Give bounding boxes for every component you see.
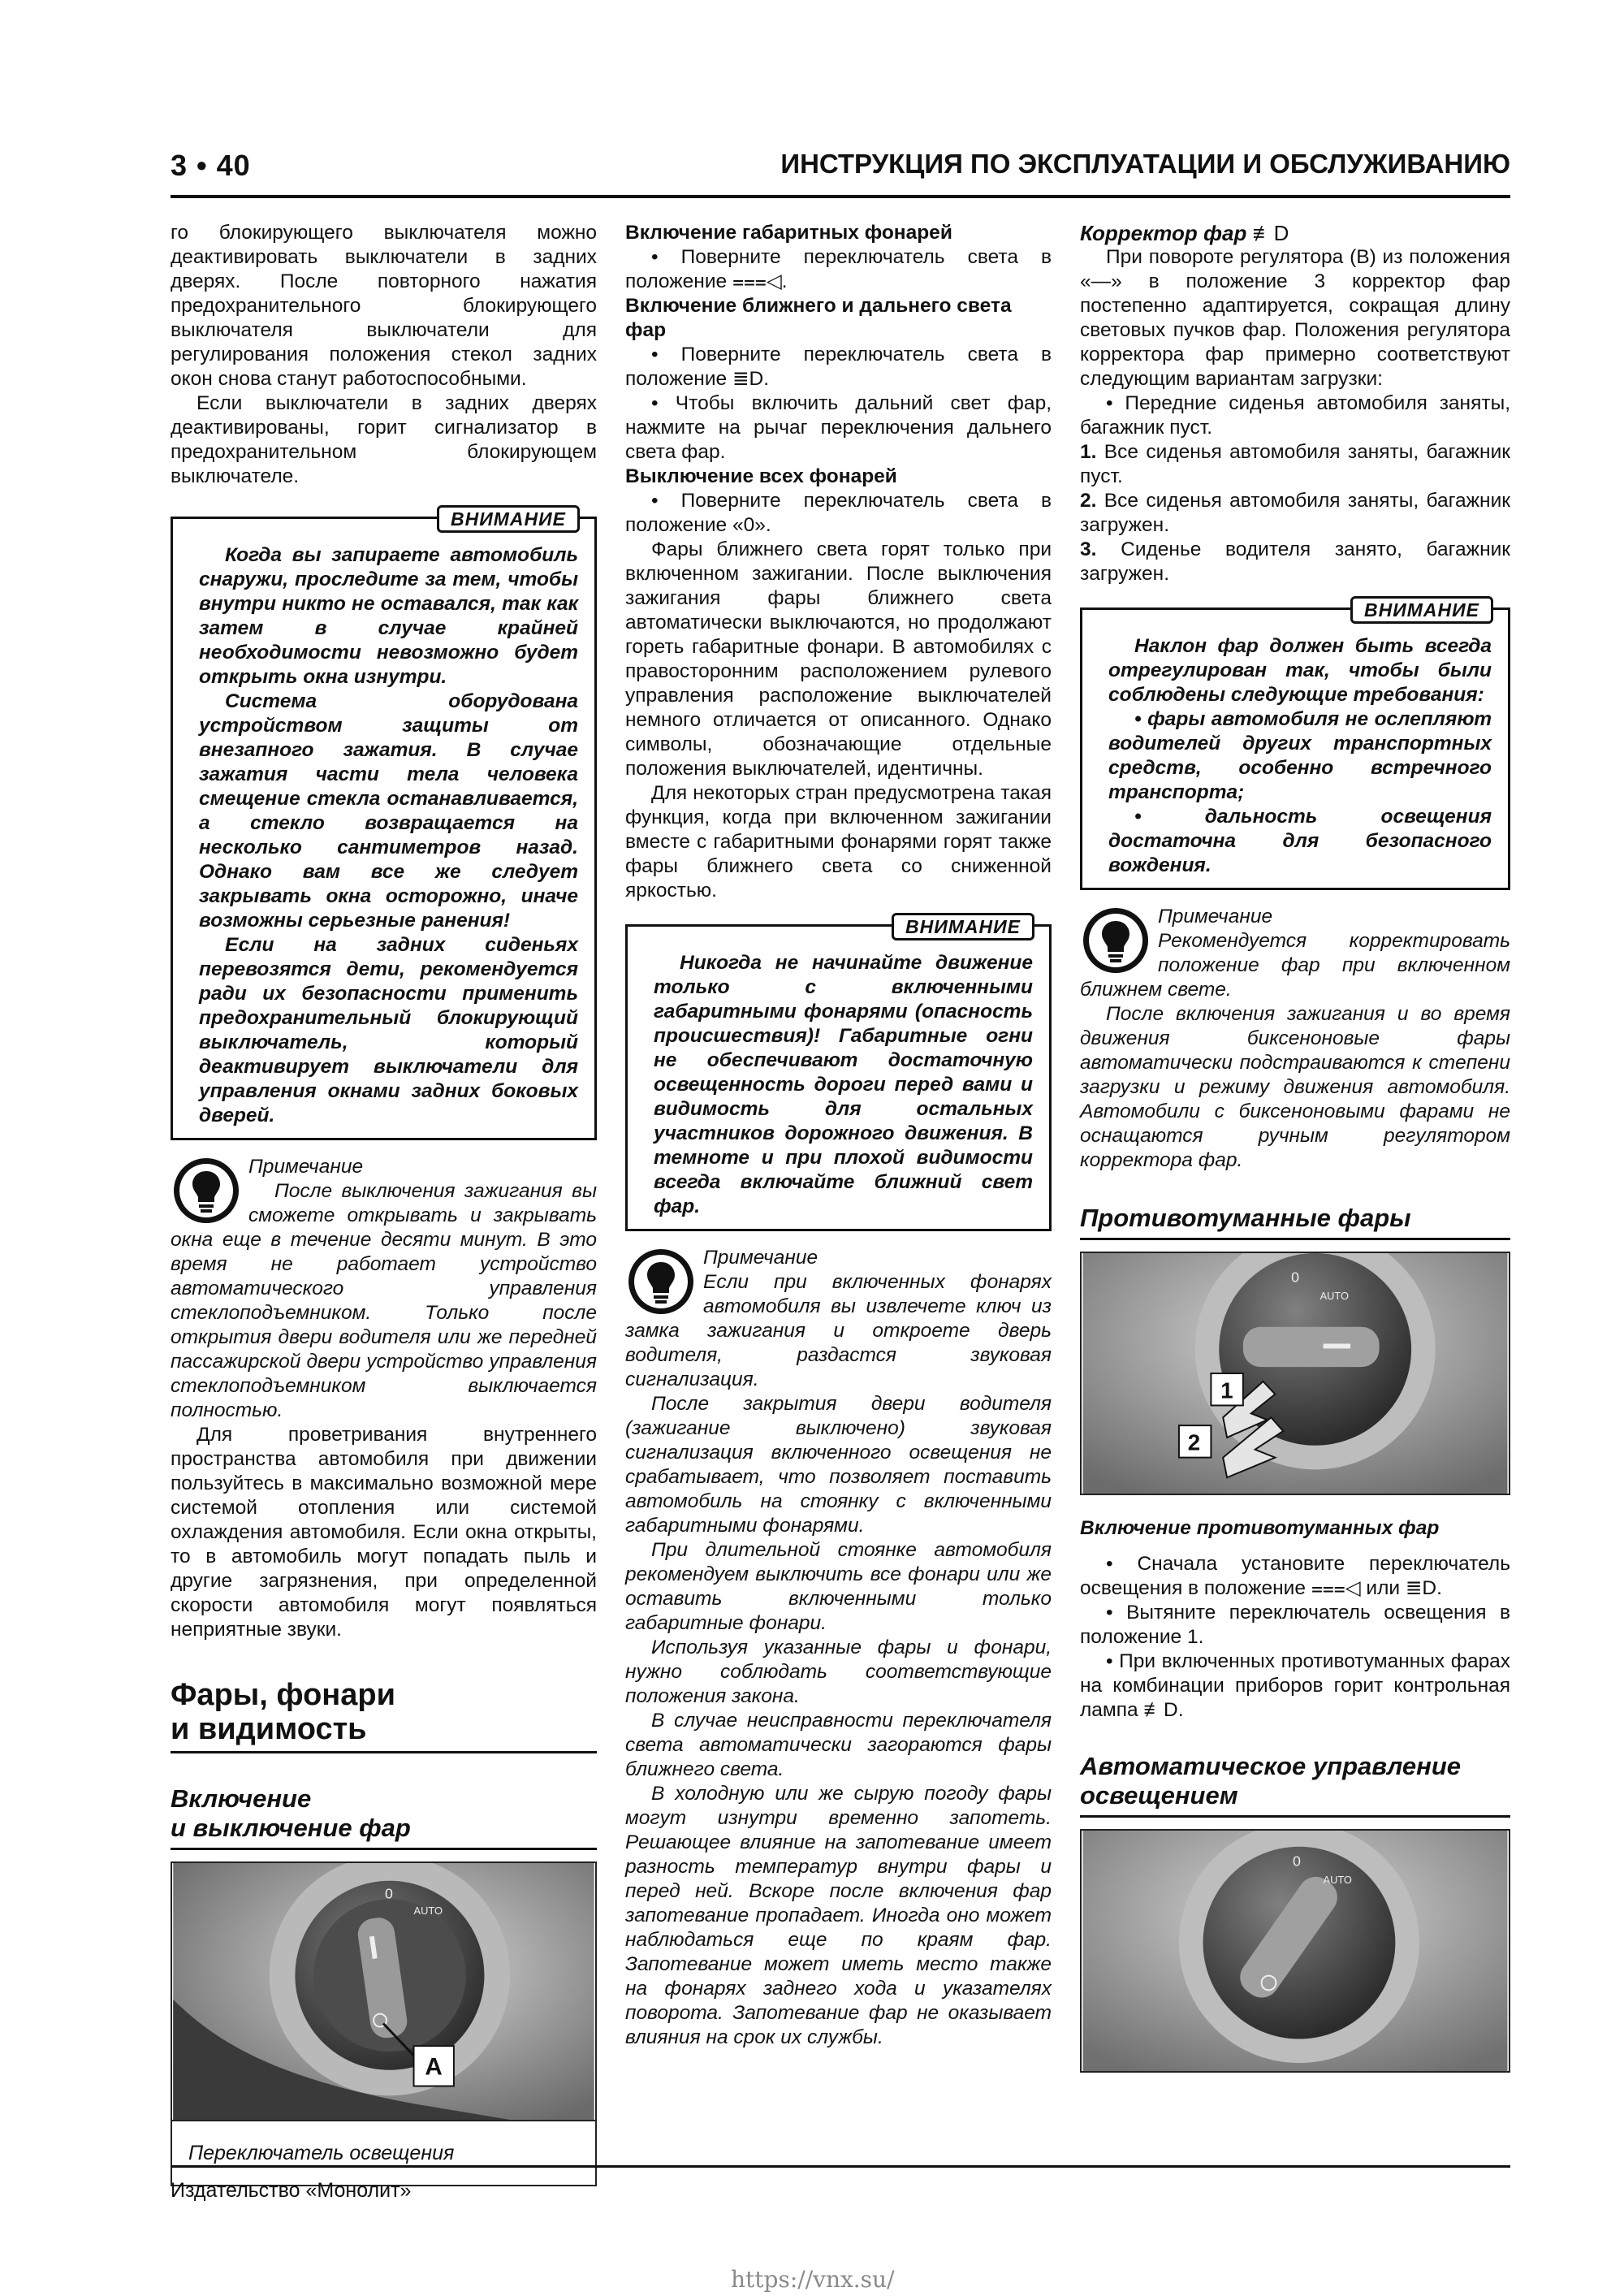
item-text: Все сиденья автомобиля заняты, багажник пуст.: [1080, 441, 1510, 487]
section-title-line: освещением: [1080, 1781, 1238, 1810]
lightbulb-icon: [625, 1246, 697, 1317]
switch-label-auto: AUTO: [1323, 1874, 1352, 1887]
bullet-text: • Поверните переключатель света в положение: [625, 246, 1052, 292]
note-text: При длительной стоянке автомобиля рекомендуем выключить все фонари или же оставить включенными только габаритные фонари.: [625, 1539, 1052, 1634]
note-text: После закрытия двери водителя (зажигание выключено) звуковая сигнализация включенного освещения не срабатывает, что позволяет поставить автомобиль на стоянку с включенными габаритными фонарями.: [625, 1393, 1052, 1537]
photo-caption: Переключатель освещения: [171, 2121, 597, 2186]
paragraph: Для некоторых стран предусмотрена такая функция, когда при включенном зажигании вместе с габаритными фонарями горят также фары ближнего света со сниженной яркостью.: [625, 782, 1052, 902]
fog-light-switch-photo: [1080, 1252, 1510, 1495]
bullet: • При включенных противотуманных фарах на комбинации приборов горит контрольная лампа ≢D.: [1080, 1650, 1510, 1721]
warning-text: Если на задних сиденьях перевозятся дети, рекомендуется ради их безопасности применить предохранительный блокирующий выключатель, который деактивирует выключатели для управления окнами задних боковых дверей.: [199, 934, 578, 1126]
bullet-text: • Сначала установите переключатель освещения в положение: [1080, 1553, 1510, 1599]
publisher: Издательство «Монолит»: [171, 2179, 412, 2202]
subsection-title: [171, 1784, 597, 1850]
subheading: Включение ближнего и дальнего света фар: [625, 295, 1012, 341]
page-header: [171, 149, 1510, 194]
subheading: [1080, 221, 1510, 245]
item-number: 2.: [1080, 490, 1097, 512]
numbered-item: [1080, 538, 1510, 586]
section-title: [171, 1678, 597, 1753]
note-block: [171, 1155, 597, 1642]
page-number: 3 • 40: [171, 149, 251, 182]
note-label: Примечание: [703, 1247, 818, 1269]
callout-a: A: [425, 2053, 443, 2081]
auto-light-switch-photo: [1080, 1829, 1510, 2073]
note-label: Примечание: [248, 1156, 364, 1178]
light-switch-photo: [171, 1861, 597, 2121]
bullet: • Чтобы включить дальний свет фар, нажмите на рычаг переключения дальнего света фар.: [625, 392, 1052, 463]
headlight-range-icon: ≢D: [1252, 221, 1289, 245]
section-title: [1080, 1752, 1510, 1818]
low-beam-icon: ≣D: [732, 368, 764, 390]
note-label: Примечание: [1158, 906, 1273, 927]
parking-light-icon: ⩶◁: [1311, 1577, 1361, 1599]
warning-text: Никогда не начинайте движение только с включенными габаритными фонарями (опасность происшествия)! Габаритные огни не обеспечивают достаточную освещенность дороги перед вами и видимость для остальных участников дорожного движения. В темноте и при плохой видимости всегда включайте ближний свет фар.: [654, 952, 1033, 1217]
bullet-text: или: [1366, 1577, 1401, 1599]
subsection-title-line: и выключение фар: [171, 1814, 411, 1842]
warning-text: Когда вы запираете автомобиль снаружи, проследите за тем, чтобы внутри никто не оставался, так как затем в случае крайней необходимости невозможно будет открыть окна изнутри.: [199, 544, 578, 688]
item-number: 3.: [1080, 538, 1097, 560]
bullet: • Вытяните переключатель освещения в положение 1.: [1080, 1602, 1510, 1648]
bullet: • Поверните переключатель света в положение ⩶◁.: [625, 246, 1052, 292]
warning-label: ВНИМАНИЕ: [437, 505, 580, 533]
column-right: [1080, 221, 1510, 2073]
subsection-title-line: Включение: [171, 1784, 312, 1813]
note-text: Для проветривания внутреннего пространства автомобиля при движении пользуйтесь в максимально возможной мере системой отопления или системой охлаждения автомобиля. Если окна открыты, то в автомобиль могут попадать пыль и другие загрязнения, при определенной скорости автомобиля могут появляться неприятные звуки.: [171, 1424, 597, 1641]
lightbulb-icon: [1080, 905, 1151, 976]
watermark-link[interactable]: https://vnx.su/: [731, 2266, 895, 2293]
note-block: [1080, 905, 1510, 1173]
note-text: Если при включенных фонарях автомобиля вы извлечете ключ из замка зажигания и откроете дверь водителя, раздастся звуковая сигнализация.: [625, 1271, 1052, 1390]
warning-label: ВНИМАНИЕ: [892, 913, 1034, 940]
note-text: Используя указанные фары и фонари, нужно соблюдать соответствующие положения закона.: [625, 1637, 1052, 1707]
note-text: В холодную или же сырую погоду фары могут изнутри временно запотеть. Решающее влияние на запотевание имеет разность температур внутри фары и перед ней. Вскоре после включения фар запотевание пропадает. Иногда оно может наблюдаться еще по краям фар. Запотевание может иметь место также на фонарях заднего хода и указателях поворота. Запотевание фар не оказывает влияния на срок их службы.: [625, 1783, 1052, 2048]
bullet-text: • Поверните переключатель света в положение: [625, 344, 1052, 390]
paragraph: Если выключатели в задних дверях деактивированы, горит сигнализатор в предохранительном блокирующем выключателе.: [171, 392, 597, 487]
section-title-line: Фары, фонари: [171, 1678, 395, 1712]
switch-label-0: 0: [384, 1885, 393, 1902]
section-title-line: и видимость: [171, 1712, 367, 1746]
callout-2: 2: [1187, 1429, 1201, 1455]
low-beam-icon: ≣D: [1405, 1577, 1437, 1599]
bullet: • Сначала установите переключатель освещения в положение ⩶◁ или ≣D.: [1080, 1553, 1510, 1599]
note-block: [625, 1246, 1052, 2050]
warning-box: [171, 508, 597, 1140]
section-title: Противотуманные фары: [1080, 1204, 1510, 1240]
item-text: Все сиденья автомобиля заняты, багажник загружен.: [1080, 490, 1510, 536]
subheading: Включение габаритных фонарей: [625, 222, 952, 244]
warning-label: ВНИМАНИЕ: [1350, 596, 1493, 624]
subheading-text: Корректор фар: [1080, 221, 1247, 245]
item-text: Сиденье водителя занято, багажник загружен.: [1080, 538, 1510, 585]
paragraph: го блокирующего выключателя можно деактивировать выключатели в задних дверях. После повторного нажатия предохранительного блокирующего выключателя выключатели для регулирования положения стекол задних окон снова станут работоспособными.: [171, 222, 597, 390]
numbered-item: [1080, 489, 1510, 538]
section-title-line: Автоматическое управление: [1080, 1752, 1461, 1780]
warning-text: Система оборудована устройством защиты от внезапного зажатия. В случае зажатия части тела человека смещение стекла останавливается, а стекло возвращается на несколько сантиметров назад. Однако вам все же следует закрывать окна осторожно, иначе возможны серьезные ранения!: [199, 690, 578, 932]
note-text: После включения зажигания и во время движения биксеноновые фары автоматически подстраиваются к степени загрузки и режиму движения автомобиля. Автомобили с биксеноновыми фарами не оснащаются ручным регулятором корректора фар.: [1080, 1003, 1510, 1171]
bullet: • Поверните переключатель света в положение ≣D.: [625, 344, 1052, 390]
callout-1: 1: [1220, 1377, 1233, 1403]
bullet-text: • При включенных противотуманных фарах на комбинации приборов горит контрольная лампа: [1080, 1650, 1510, 1721]
lightbulb-icon: [171, 1155, 242, 1226]
photo-caption: Включение противотуманных фар: [1080, 1517, 1440, 1539]
switch-label-auto: AUTO: [413, 1905, 443, 1918]
bullet: • Поверните переключатель света в положение «0».: [625, 490, 1052, 536]
running-title: ИНСТРУКЦИЯ ПО ЭКСПЛУАТАЦИИ И ОБСЛУЖИВАНИЮ: [780, 149, 1510, 179]
footer-rule: [171, 2165, 1510, 2168]
header-rule: [171, 195, 1510, 198]
fog-light-indicator-icon: ≢D: [1143, 1699, 1178, 1721]
bullet: • Передние сиденья автомобиля заняты, багажник пуст.: [1080, 392, 1510, 439]
item-number: 1.: [1080, 441, 1097, 463]
column-left: [171, 221, 597, 2186]
warning-text: Наклон фар должен быть всегда отрегулирован так, чтобы были соблюдены следующие требования:: [1108, 635, 1492, 706]
note-text: После выключения зажигания вы сможете открывать и закрывать окна еще в течение десяти минут. В это время не работает устройство автоматического управления стеклоподъемником. Только после открытия двери водителя или же передней пассажирской двери устройство управления стеклоподъемником выключается полностью.: [171, 1180, 597, 1421]
parking-light-icon: ⩶◁: [732, 270, 782, 292]
switch-label-0: 0: [1291, 1269, 1299, 1286]
warning-text: • дальность освещения достаточна для безопасного вождения.: [1108, 806, 1492, 876]
paragraph: Фары ближнего света горят только при включенном зажигании. После выключения зажигания фары ближнего света автоматически выключаются, но продолжают гореть габаритные фонари. В автомобилях с правосторонним расположением рулевого управления расположение выключателей немного отличается от описанного. Однако символы, обозначающие отдельные положения выключателей, идентичны.: [625, 538, 1052, 780]
note-text: Рекомендуется корректировать положение фар при включенном ближнем свете.: [1080, 930, 1510, 1001]
numbered-item: [1080, 440, 1510, 489]
warning-text: • фары автомобиля не ослепляют водителей других транспортных средств, особенно встречного транспорта;: [1108, 708, 1492, 803]
switch-label-auto: AUTO: [1320, 1290, 1349, 1303]
switch-label-0: 0: [1293, 1853, 1301, 1870]
subheading: Выключение всех фонарей: [625, 465, 897, 487]
note-text: В случае неисправности переключателя света автоматически загораются фары ближнего света.: [625, 1710, 1052, 1780]
warning-box: [1080, 599, 1510, 890]
warning-box: [625, 916, 1052, 1231]
column-middle: [625, 221, 1052, 2058]
paragraph: При повороте регулятора (B) из положения «—» в положение 3 корректор фар постепенно адаптируется, сокращая длину световых пучков фар. Положения регулятора корректора фар примерно соответствуют следующим вариантам загрузки:: [1080, 246, 1510, 390]
